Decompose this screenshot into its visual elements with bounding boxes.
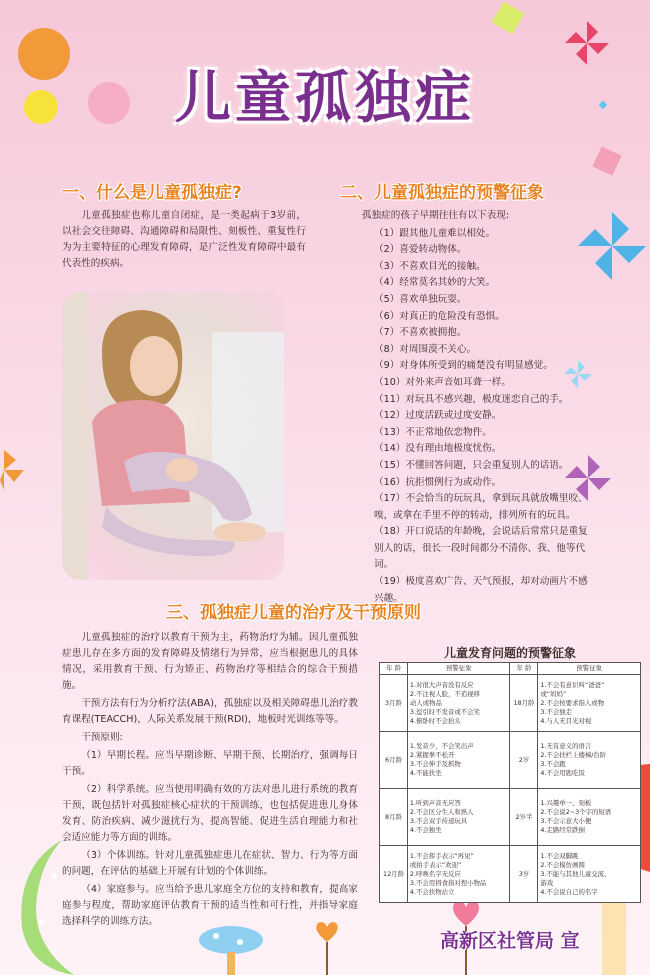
list-item: （15）不懂回答问题，只会重复别人的话语。: [374, 459, 569, 471]
sign-line: 4.不会用匙吃饭: [540, 769, 585, 777]
table-header-cell: 预警征象: [407, 663, 510, 675]
sign-line: 3.不能与其他儿童交流、: [540, 869, 611, 878]
list-item: （5）喜欢单独玩耍。: [374, 293, 467, 305]
sign-line: 游戏: [540, 878, 554, 887]
sign-line: 3.逗引时不发音或不会笑: [409, 707, 480, 716]
sign-line: 2.呼唤名字无反应: [409, 869, 461, 878]
sign-line: 1.无有意义的语言: [540, 742, 592, 750]
signs-cell: [407, 846, 510, 903]
sign-line: 2.不会区分生人和熟人: [409, 808, 474, 816]
orange-pinwheel-icon: [0, 448, 24, 492]
section1-paragraph: 儿童孤独症也称儿童自闭症，是一类起病于3岁前，以社会交往障碍、沟通障碍和局限性、刻板性、重复性行为为主要特征的心理发育障碍，是广泛性发育障碍中最有代表性的疾病。: [62, 210, 306, 269]
list-item: （13）不正常地依恋物件。: [374, 426, 492, 438]
list-item: （18）开口说话的年龄晚，会说话后常常只是重复别人的话，很长一段时间都分不清你、我、他等代词。: [374, 526, 588, 571]
section3-paragraph: 干预原则:: [81, 732, 123, 743]
age-cell: 6月龄: [380, 732, 408, 789]
section3-heading: 三、孤独症儿童的治疗及干预原则: [166, 603, 421, 623]
sign-line: 1.不会有意识叫“爸爸”: [540, 680, 605, 689]
list-item: （1）跟其他儿童难以相处。: [374, 227, 496, 239]
table-row: [380, 846, 641, 903]
list-item: （3）不喜欢目光的接触。: [374, 260, 486, 272]
sign-line: 4.与人无目光对视: [540, 716, 592, 725]
table-header-cell: 年 龄: [380, 663, 408, 675]
section1-body: [62, 208, 306, 274]
table-header-row: [380, 663, 641, 675]
sign-line: 3.不会双手传递玩具: [409, 817, 468, 825]
warning-sign-list: [362, 208, 596, 607]
table-row: [380, 675, 641, 732]
signs-cell: [538, 789, 641, 846]
sign-line: 3.不会示意大小便: [540, 817, 592, 825]
sign-line: 3.不会独走: [540, 707, 573, 716]
section3-paragraph: （1）早期长程。应当早期诊断、早期干预、长期治疗，强调每日干预。: [62, 750, 358, 777]
signs-cell: [407, 732, 510, 789]
sign-line: 或“妈妈”: [540, 689, 567, 698]
list-item: （11）对玩具不感兴趣，极度迷恋自己的手。: [374, 393, 569, 405]
list-item: （9）对身体所受到的痛楚没有明显感觉。: [374, 360, 553, 372]
list-item: （2）喜爱转动物体。: [374, 244, 467, 256]
age-cell: 2岁: [510, 732, 538, 789]
list-item: （10）对外来声音如耳聋一样。: [374, 376, 511, 388]
age-cell: 12月龄: [380, 846, 408, 903]
section3-paragraph: （4）家庭参与。应当给予患儿家庭全方位的支持和教育，提高家庭参与程度，帮助家庭评估教育干预的适当性和可行性，并指导家庭选择科学的训练方法。: [62, 884, 358, 927]
pink-diamond-decoration: [592, 146, 621, 175]
sign-line: 2.不注视人脸，不追视移: [409, 689, 480, 698]
age-cell: 3岁: [510, 846, 538, 903]
sign-line: 2.不会说2~3个字的短语: [540, 808, 612, 816]
table-title: 儿童发育问题的预警征象: [443, 646, 576, 660]
sign-line: 2.不会按要求指人或物: [540, 698, 605, 707]
sign-line: 1.兴趣单一、刻板: [540, 799, 592, 807]
sign-line: 3.不会跑: [540, 760, 566, 768]
warning-intro: 孤独症的孩子早期往往有以下表现:: [362, 210, 510, 221]
sign-line: 3.不会用拇食指对捏小物品: [409, 878, 487, 887]
sign-line: 4.不会说自己的名字: [540, 887, 598, 896]
list-item: （19）极度喜欢广告、天气预报，却对动画片不感兴趣。: [374, 576, 588, 604]
sign-line: 2.不会扶栏上楼梯/台阶: [540, 751, 607, 759]
sign-line: 4.俯卧时不会抬头: [409, 716, 461, 725]
signs-cell: [407, 675, 510, 732]
yellow-diamond-decoration: [492, 2, 525, 35]
signs-cell: [407, 789, 510, 846]
sign-line: 1.发音少，不会笑出声: [409, 742, 474, 750]
sign-line: 动人或物品: [409, 698, 442, 707]
list-item: （12）过度活跃或过度安静。: [374, 410, 502, 422]
sign-line: 1.不会双脚跳: [540, 851, 579, 860]
section3-body: [62, 630, 358, 932]
sign-line: 2.紧握拳不松开: [409, 751, 455, 759]
sign-line: 或拍手表示“欢迎”: [409, 860, 462, 869]
sign-line: 2.不会模仿画圆: [540, 860, 585, 869]
sign-line: 3.不会伸手及抓物: [409, 760, 461, 768]
section1-heading: 一、什么是儿童孤独症?: [62, 183, 242, 203]
page-title: 儿童孤独症: [175, 66, 475, 131]
list-item: （4）经常莫名其妙的大笑。: [374, 277, 496, 289]
list-item: （14）没有理由地极度忧伤。: [374, 443, 502, 455]
sign-line: 1.不会挥手表示“再见”: [409, 851, 474, 860]
section3-paragraph: 儿童孤独症的治疗以教育干预为主，药物治疗为辅。因儿童孤独症患儿存在多方面的发育障碍及情绪行为异常，应当根据患儿的具体情况，采用教育干预、行为矫正、药物治疗等相结合的综合干预措施。: [62, 632, 358, 691]
list-item: （7）不喜欢被拥抱。: [374, 327, 467, 339]
sign-line: 4.不能扶坐: [409, 769, 442, 777]
age-cell: 2岁半: [510, 789, 538, 846]
publisher-footer: 高新区社管局 宣: [440, 930, 580, 952]
section2-heading: 二、儿童孤独症的预警征象: [340, 183, 544, 203]
section3-paragraph: （3）个体训练。针对儿童孤独症患儿在症状、智力、行为等方面的问题，在评估的基础上开展有计划的个体训练。: [62, 850, 358, 877]
sign-line: 1.听到声音无应答: [409, 799, 461, 807]
sign-line: 4.不会独坐: [409, 826, 442, 834]
age-cell: 8月龄: [380, 789, 408, 846]
child-photo: [62, 292, 284, 580]
sign-line: 4.走路经常跌倒: [540, 826, 585, 834]
age-cell: 18月龄: [510, 675, 538, 732]
signs-cell: [538, 675, 641, 732]
table-row: [380, 732, 641, 789]
table-header-cell: 年 龄: [510, 663, 538, 675]
child-sitting-illustration: [62, 292, 284, 580]
list-item: （8）对周围漠不关心。: [374, 343, 477, 355]
section3-paragraph: （2）科学系统。应当使用明确有效的方法对患儿进行系统的教育干预，既包括针对孤独症核心症状的干预训练，也包括促进患儿身体发育、防治疾病、减少滋扰行为、提高智能、促进生活自理能力和社会适应能力等方面的训练。: [62, 784, 358, 843]
development-warning-table: [379, 662, 641, 903]
signs-cell: [538, 732, 641, 789]
table-row: [380, 789, 641, 846]
section3-paragraph: 干预方法有行为分析疗法(ABA)，孤独症以及相关障碍患儿治疗教育课程(TEACCH)，人际关系发展干预(RDI)，地板时光训练等等。: [62, 698, 358, 725]
sign-line: 1.对很大声音没有反应: [409, 680, 474, 689]
age-cell: 3月龄: [380, 675, 408, 732]
list-item: （6）对真正的危险没有恐惧。: [374, 310, 505, 322]
sign-line: 4.不会扶物站立: [409, 887, 455, 896]
list-item: （17）不会恰当的玩玩具，拿到玩具就放嘴里咬、嗅，或拿在手里不停的转动，排列所有的玩具。: [374, 493, 588, 521]
table-header-cell: 预警征象: [538, 663, 641, 675]
signs-cell: [538, 846, 641, 903]
list-item: （16）抗拒惯例行为或动作。: [374, 476, 502, 488]
